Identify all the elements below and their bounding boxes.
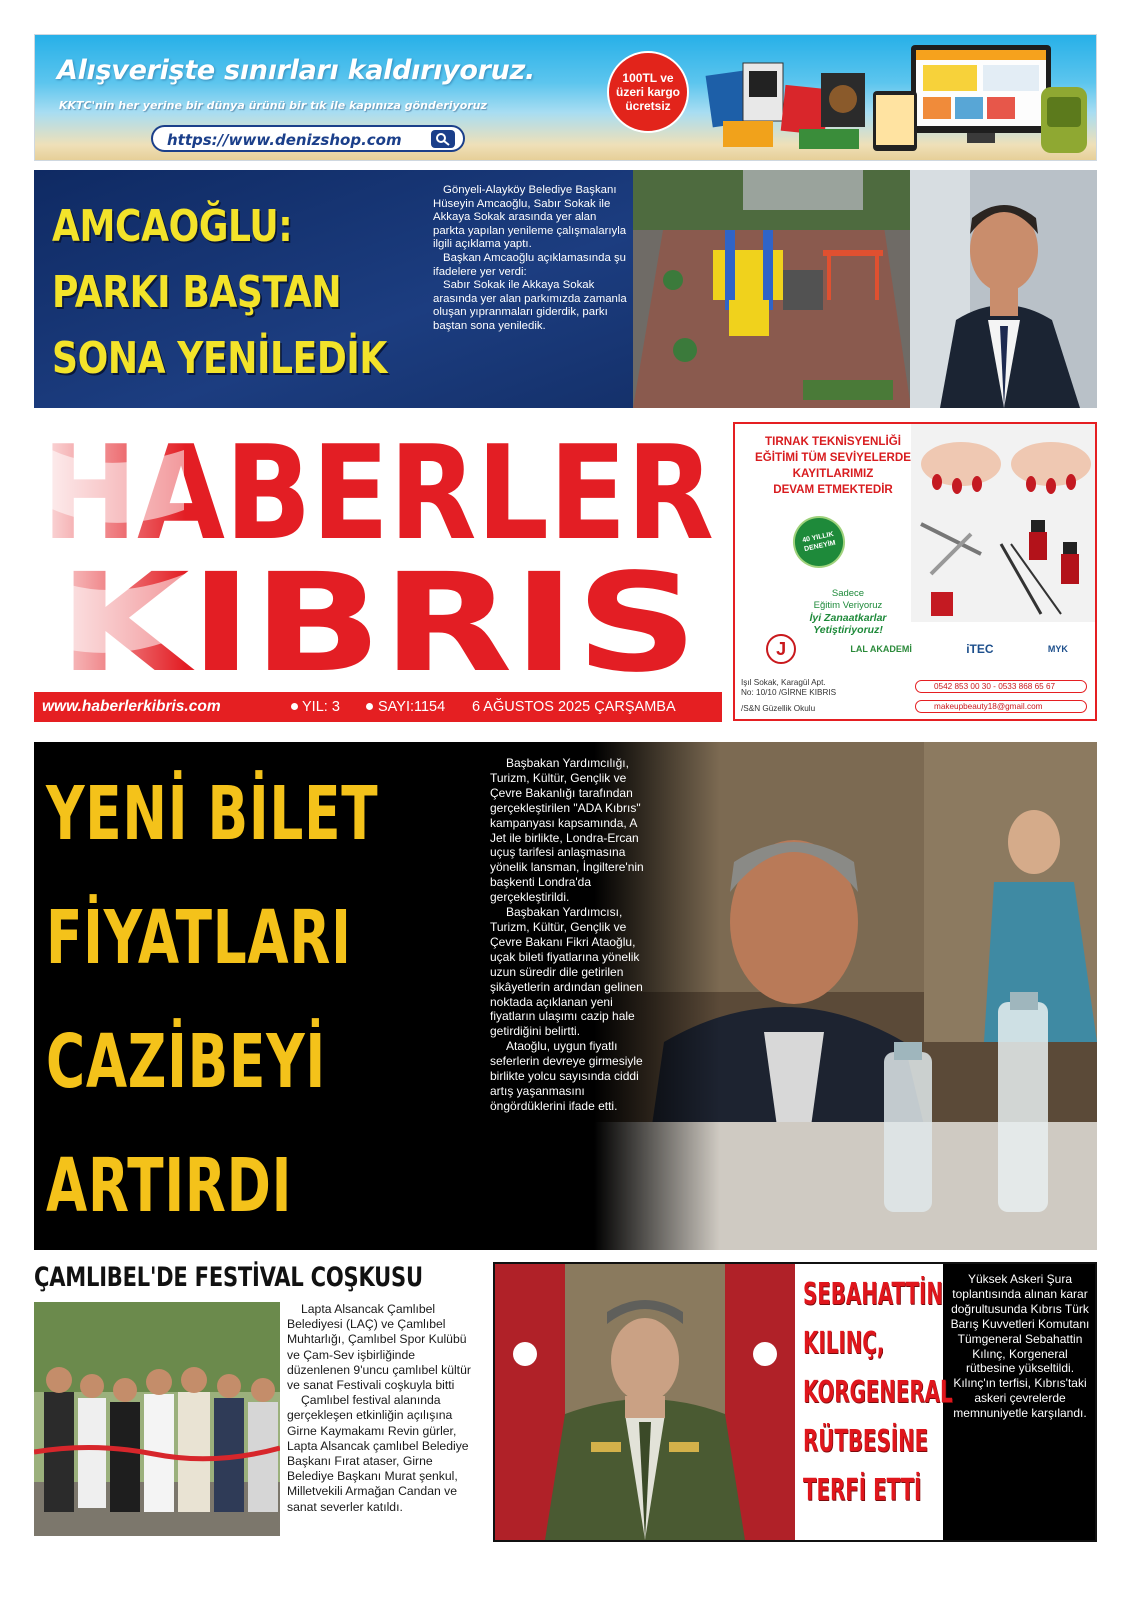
- kilinc-headline: [803, 1270, 953, 1515]
- masthead: [34, 420, 722, 720]
- itec-logo: iTEC: [966, 642, 994, 656]
- haberler-kibris-logo: [34, 420, 722, 682]
- headline-line: CAZİBEYİ: [46, 1019, 326, 1105]
- tagline-line: İyi Zanaatkarlar: [809, 612, 887, 624]
- body-paragraph: Lapta Alsancak Çamlıbel Belediyesi (LAÇ) ve Çamlıbel Muhtarlığı, Çamlıbel Spor Kulübü ve Çam-Sev işbirliğinde düzenlenen 9'uncu çamlıbel kültür ve sanat Festivali coşkuyla bitti: [287, 1302, 471, 1393]
- camlibel-body: [287, 1302, 481, 1515]
- masthead-info-bar: [34, 692, 722, 722]
- bullet-icon: [366, 703, 373, 710]
- kilinc-story[interactable]: [493, 1262, 1097, 1542]
- year-label: YIL: 3: [302, 699, 340, 715]
- body-paragraph: Sabır Sokak ile Akkaya Sokak arasında yer alan parkımızda zamanla oluşan yıpranmaları giderdik, parkı baştan sona yeniledik.: [433, 279, 627, 332]
- date-label: 6 AĞUSTOS 2025 ÇARŞAMBA: [472, 699, 676, 715]
- headline-line: FİYATLARI: [46, 895, 352, 981]
- main-story[interactable]: [34, 742, 1097, 1250]
- body-paragraph: Başbakan Yardımcılığı, Turizm, Kültür, Gençlik ve Çevre Bakanlığı tarafından gerçekleştirilen "ADA Kıbrıs" kampanyası kapsamında, A Jet ile birlikte, Londra-Ercan uçuş tarifesi anlaşmasına yönelik lansman, İngiltere'nin başkenti Londra'da gerçekleştirildi.: [490, 756, 644, 905]
- free-shipping-badge: 100TL ve üzeri kargo ücretsiz: [607, 51, 689, 133]
- tagline-line: Yetiştiriyoruz!: [813, 624, 883, 636]
- camlibel-headline[interactable]: ÇAMLIBEL'DE FESTİVAL COŞKUSU: [34, 1262, 423, 1293]
- general-portrait: [495, 1264, 795, 1540]
- amcaoglu-story[interactable]: [34, 170, 1097, 408]
- headline-line: TERFİ ETTİ: [803, 1473, 922, 1508]
- nail-ad-address: [741, 678, 901, 698]
- partner-logos: [739, 626, 1095, 672]
- ad-url-box[interactable]: [151, 125, 465, 152]
- tagline-line: Eğitim Veriyoruz: [813, 600, 883, 611]
- website-link[interactable]: www.haberlerkibris.com: [42, 698, 221, 715]
- ad-subline: KKTC'nin her yerine bir dünya ürünü bir tık ile kapınıza gönderiyoruz: [59, 99, 487, 112]
- kilinc-body: Yüksek Askeri Şura toplantısında alınan karar doğrultusunda Kıbrıs Türk Barış Kuvvetleri Komutanı Tümgeneral Sebahattin Kılınç, Korgeneral rütbesine yükseltildi. Kılınç'ın terfisi, Kıbrıs'taki askeri çevrelerde memnuniyetle karşılandı.: [950, 1272, 1090, 1421]
- nail-products-image: [911, 424, 1097, 622]
- headline-line: PARKI BAŞTAN: [52, 267, 342, 318]
- experience-badge: 40 YILLIK DENEYİM: [788, 511, 850, 573]
- ad-headline: Alışverişte sınırları kaldırıyoruz.: [57, 55, 535, 86]
- nail-course-ad[interactable]: [733, 422, 1097, 721]
- main-body: [490, 756, 654, 1114]
- amcaoglu-body: [433, 184, 629, 334]
- body-paragraph: Başkan Amcaoğlu açıklamasında şu ifadelere yer verdi:: [433, 251, 626, 278]
- email-address[interactable]: makeupbeauty18@gmail.com: [915, 700, 1087, 713]
- title-line: KAYITLARIMIZ: [792, 467, 874, 480]
- lal-akademi-logo: LAL AKADEMİ: [850, 644, 912, 654]
- headline-line: ARTIRDI: [46, 1143, 293, 1229]
- headline-line: RÜTBESİNE: [803, 1424, 929, 1459]
- amcaoglu-headline: [52, 194, 387, 392]
- address-line: No: 10/10 /GİRNE KIBRIS: [741, 688, 837, 697]
- body-paragraph: Başbakan Yardımcısı, Turizm, Kültür, Gençlik ve Çevre Bakanı Fikri Ataoğlu, uçak bileti fiyatlarına yönelik uzun süredir dile getirilen şikâyetlerin ardından gelinen noktada açıklanan yeni fiyatların ulaşımı cazip hale getirdiğini belirtti.: [490, 905, 643, 1039]
- headline-line: SONA YENİLEDİK: [52, 333, 387, 384]
- search-icon: [431, 130, 455, 148]
- main-headline: [46, 752, 406, 1248]
- ataoglu-photo: [594, 742, 1097, 1250]
- bullet-icon: [291, 703, 298, 710]
- nail-ad-contact: [735, 674, 1095, 720]
- myk-logo: MYK: [1047, 644, 1068, 654]
- title-line: DEVAM ETMEKTEDİR: [773, 483, 893, 496]
- address-line: Işıl Sokak, Karagül Apt.: [741, 678, 826, 687]
- title-line: TIRNAK TEKNİSYENLİĞİ: [765, 435, 901, 448]
- headline-line: AMCAOĞLU:: [52, 201, 293, 252]
- body-paragraph: Çamlıbel festival alanında gerçekleşen etkinliğin açılışına Girne Kaymakamı Revin gürler, Lapta Alsancak çamlıbel Belediye Başkanı Fırat ataser, Girne Belediye Başkanı Murat şenkul, Milletvekili Armağan Candan ve sanat severler katıldı.: [287, 1393, 469, 1514]
- nail-ad-title: [743, 434, 923, 498]
- issue-label: SAYI:1154: [378, 699, 446, 715]
- title-line: EĞİTİMİ TÜM SEVİYELERDE: [755, 451, 911, 464]
- j-training-logo: J: [766, 634, 796, 664]
- festival-photo: [34, 1302, 280, 1536]
- body-paragraph: Ataoğlu, uygun fiyatlı seferlerin devreye girmesiyle birlikte yolcu sayısında ciddi artış yaşanmasını öngördüklerini ifade etti.: [490, 1039, 643, 1113]
- social-handle[interactable]: /S&N Güzellik Okulu: [741, 704, 816, 713]
- park-photo: [633, 170, 911, 408]
- ad-devices-image: [871, 41, 1091, 157]
- tagline-line: Sadece: [831, 588, 865, 599]
- body-paragraph: Gönyeli-Alayköy Belediye Başkanı Hüseyin Amcaoğlu, Sabır Sokak ile Akkaya Sokak arasında yer alan parkta yapılan yenileme çalışmalarıyla ilgili açıklama yaptı.: [433, 184, 627, 251]
- kilinc-headline-box: [795, 1264, 953, 1540]
- headline-line: KORGENERAL: [803, 1375, 953, 1410]
- headline-line: SEBAHATTİN: [803, 1277, 943, 1312]
- denizshop-ad-banner[interactable]: [34, 34, 1097, 161]
- headline-line: YENİ BİLET: [46, 771, 379, 857]
- ad-products-image: [703, 43, 873, 153]
- ad-url[interactable]: https://www.denizshop.com: [167, 131, 402, 149]
- headline-line: KILINÇ,: [803, 1326, 885, 1361]
- phone-number[interactable]: 0542 853 00 30 - 0533 868 65 67: [915, 680, 1087, 693]
- mayor-portrait: [910, 170, 1097, 408]
